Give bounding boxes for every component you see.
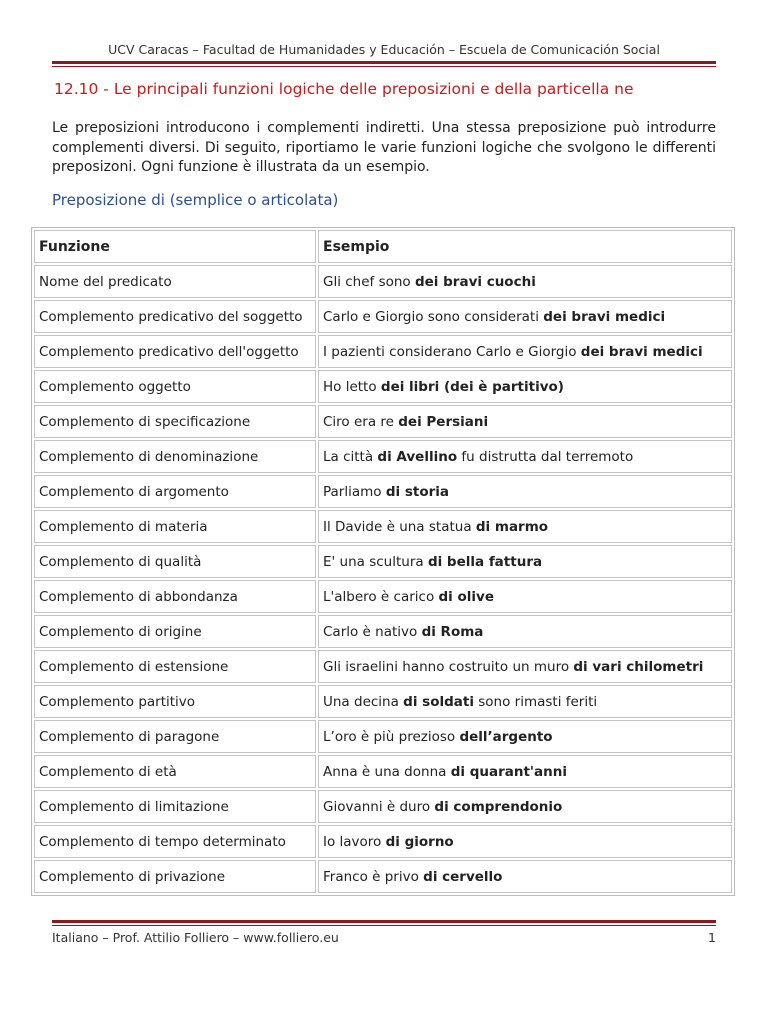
esempio-cell [318, 860, 732, 893]
column-header-esempio: Esempio [318, 230, 732, 263]
esempio-highlight: di Avellino [377, 448, 458, 465]
esempio-cell [318, 615, 732, 648]
esempio-text: La città [323, 448, 378, 465]
esempio-highlight: di soldati [403, 693, 474, 710]
esempio-text: Carlo è nativo [323, 623, 422, 640]
esempio-text: Io lavoro [323, 833, 386, 850]
esempio-text: Franco è privo [323, 868, 424, 885]
table-row [34, 475, 732, 508]
esempio-highlight: di quarant'anni [450, 763, 568, 780]
table-row [34, 685, 732, 718]
esempio-text: Gli israelini hanno costruito un muro [323, 658, 574, 675]
esempio-cell [318, 475, 732, 508]
esempio-text: Gli chef sono [323, 273, 415, 290]
esempio-text: Parliamo [323, 483, 386, 500]
esempio-highlight: dei libri (dei è partitivo) [380, 378, 564, 395]
esempio-highlight: di olive [438, 588, 494, 605]
esempio-highlight: di Roma [421, 623, 484, 640]
funzione-cell: Complemento predicativo dell'oggetto [34, 335, 316, 368]
funzione-cell: Complemento di materia [34, 510, 316, 543]
esempio-text: E' una scultura [323, 553, 428, 570]
esempio-highlight: di cervello [423, 868, 503, 885]
table-row [34, 510, 732, 543]
esempio-cell [318, 510, 732, 543]
funzione-cell: Complemento di privazione [34, 860, 316, 893]
esempio-highlight: dei bravi cuochi [414, 273, 536, 290]
esempio-text: Una decina [323, 693, 404, 710]
table-row [34, 405, 732, 438]
funzione-cell: Complemento di qualità [34, 545, 316, 578]
table-row [34, 755, 732, 788]
page-number: 1 [708, 930, 716, 945]
funzione-cell: Complemento predicativo del soggetto [34, 300, 316, 333]
funzione-cell: Complemento di tempo determinato [34, 825, 316, 858]
funzione-cell: Complemento di denominazione [34, 440, 316, 473]
functions-table [31, 227, 735, 896]
table-row [34, 335, 732, 368]
esempio-highlight: dei bravi medici [543, 308, 666, 325]
esempio-cell [318, 755, 732, 788]
funzione-cell: Complemento di età [34, 755, 316, 788]
esempio-cell [318, 790, 732, 823]
table-row [34, 440, 732, 473]
esempio-highlight: di marmo [475, 518, 549, 535]
esempio-cell [318, 825, 732, 858]
esempio-text: sono rimasti feriti [473, 693, 598, 710]
esempio-text: L'albero è carico [323, 588, 439, 605]
intro-paragraph: Le preposizioni introducono i complementi indiretti. Una stessa preposizione può introdurre complementi diversi. Di seguito, riportiamo le varie funzioni logiche che svolgono le differenti preposizoni. Ogni funzione è illustrata da un esempio. [52, 120, 716, 175]
header-rule-thick [52, 61, 716, 64]
funzione-cell: Complemento di abbondanza [34, 580, 316, 613]
esempio-highlight: dei Persiani [398, 413, 489, 430]
esempio-text: I pazienti considerano Carlo e Giorgio [323, 343, 581, 360]
esempio-cell [318, 300, 732, 333]
esempio-text: Il Davide è una statua [323, 518, 476, 535]
esempio-cell [318, 335, 732, 368]
footer-rule-thin [52, 925, 716, 926]
esempio-text: L’oro è più prezioso [323, 728, 460, 745]
table-row [34, 860, 732, 893]
funzione-cell: Complemento di argomento [34, 475, 316, 508]
subheading: Preposizione di (semplice o articolata) [52, 191, 339, 209]
esempio-text: Giovanni è duro [323, 798, 435, 815]
esempio-cell [318, 405, 732, 438]
funzione-cell: Complemento di estensione [34, 650, 316, 683]
esempio-text: Carlo e Giorgio sono considerati [323, 308, 544, 325]
esempio-cell [318, 650, 732, 683]
table-row [34, 580, 732, 613]
table-row [34, 615, 732, 648]
column-header-funzione: Funzione [34, 230, 316, 263]
esempio-highlight: di vari chilometri [573, 658, 704, 675]
table-header-row [34, 230, 732, 263]
table-row [34, 300, 732, 333]
footer-rule-thick [52, 920, 716, 923]
table-row [34, 545, 732, 578]
funzione-cell: Complemento di limitazione [34, 790, 316, 823]
table-row [34, 650, 732, 683]
section-title: 12.10 - Le principali funzioni logiche delle preposizioni e della particella ne [54, 80, 634, 98]
esempio-cell [318, 370, 732, 403]
funzione-cell: Nome del predicato [34, 265, 316, 298]
funzione-cell: Complemento partitivo [34, 685, 316, 718]
table-row [34, 370, 732, 403]
esempio-cell [318, 720, 732, 753]
header-rule-thin [52, 66, 716, 67]
esempio-cell [318, 265, 732, 298]
esempio-highlight: dell’argento [459, 728, 553, 745]
funzione-cell: Complemento di origine [34, 615, 316, 648]
funzione-cell: Complemento di specificazione [34, 405, 316, 438]
page-header: UCV Caracas – Facultad de Humanidades y Educación – Escuela de Comunicación Social [108, 42, 660, 57]
esempio-text: Ho letto [323, 378, 381, 395]
esempio-cell [318, 545, 732, 578]
table-row [34, 265, 732, 298]
esempio-text: fu distrutta dal terremoto [457, 448, 634, 465]
funzione-cell: Complemento di paragone [34, 720, 316, 753]
esempio-cell [318, 440, 732, 473]
esempio-highlight: di storia [385, 483, 449, 500]
footer-text: Italiano – Prof. Attilio Folliero – www.folliero.eu [52, 930, 339, 945]
esempio-highlight: di giorno [385, 833, 454, 850]
esempio-text: Anna è una donna [323, 763, 451, 780]
table-row [34, 790, 732, 823]
table-row [34, 720, 732, 753]
esempio-text: Ciro era re [323, 413, 399, 430]
funzione-cell: Complemento oggetto [34, 370, 316, 403]
esempio-cell [318, 580, 732, 613]
table-row [34, 825, 732, 858]
esempio-highlight: dei bravi medici [580, 343, 703, 360]
table-body [34, 265, 732, 893]
esempio-highlight: di comprendonio [434, 798, 563, 815]
esempio-highlight: di bella fattura [427, 553, 543, 570]
esempio-cell [318, 685, 732, 718]
